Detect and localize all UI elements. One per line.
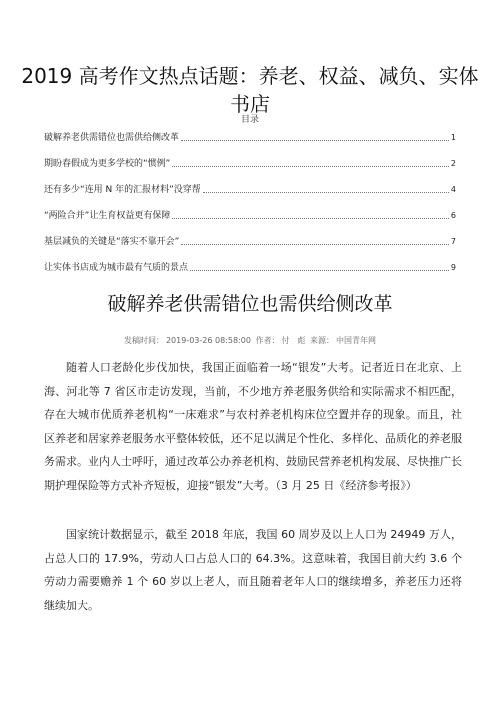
toc-entry-page: 9 (450, 263, 456, 272)
toc-entry-page: 6 (450, 211, 456, 220)
toc-entry-title: 破解养老供需错位也需供给侧改革 (44, 133, 180, 143)
toc-entry-title: 让实体书店成为城市最有气质的景点 (44, 263, 189, 273)
toc-entry-page: 2 (450, 159, 456, 168)
article-title: 破解养老供需错位也需供给侧改革 (107, 293, 393, 315)
toc-entry-page: 4 (450, 185, 456, 194)
article-paragraph: 国家统计数据显示，截至 2018 年底，我国 60 周岁及以上人口为 24949 万人，占总人口的 17.9%，劳动人口占总人口的 64.3%。这意味着，我国目前大约 3.6 个劳动力需要赡养 1 个 60 岁以上老人，而且随着老年人口的继续增多，养老压力还将继续加大。 (44, 528, 462, 612)
meta-author-label: 作者： (255, 336, 280, 345)
toc-entry[interactable] (44, 234, 456, 248)
toc-entry[interactable] (44, 260, 456, 274)
toc-entry[interactable] (44, 130, 456, 144)
toc-entry[interactable] (44, 208, 456, 222)
article-paragraph: 随着人口老龄化步伐加快，我国正面临着一场“银发”大考。记者近日在北京、上海、河北等 7 省区市走访发现，当前，不少地方养老服务供给和实际需求不相匹配，存在大城市优质养老机构“一床难求”与农村养老机构床位空置并存的现象。而且，社区养老和居家养老服务水平整体较低，还不足以满足个性化、多样化、品质化的养老服务需求。业内人士呼吁，通过改革公办养老机构、鼓励民营养老机构发展、尽快推广长期护理保险等方式补齐短板，迎接“银发”大考。（3 月 25 日《经济参考报》） (44, 361, 462, 492)
toc-entry-page: 7 (450, 237, 456, 246)
toc-entry-page: 1 (450, 133, 456, 142)
toc-entry-title: “两险合并”让生育权益更有保障 (44, 211, 171, 221)
toc-entry[interactable] (44, 182, 456, 196)
meta-author: 付 彪 (281, 336, 306, 345)
meta-date: 2019-03-26 08:58:00 (165, 336, 251, 345)
toc-entry[interactable] (44, 156, 456, 170)
toc-dot-leader (203, 191, 449, 193)
toc-dot-leader (190, 269, 449, 271)
meta-source: 中国青年网 (336, 336, 377, 345)
toc-dot-leader (181, 243, 449, 245)
meta-date-label: 发稿时间： (123, 336, 164, 345)
toc-dot-leader (172, 217, 449, 219)
document-title: 2019 高考作文热点话题：养老、权益、减负、实体书店 (21, 64, 479, 116)
toc-entry-title: 期盼春假成为更多学校的“惯例” (44, 159, 171, 169)
toc-dot-leader (172, 165, 449, 167)
toc-heading: 目录 (240, 115, 259, 125)
toc-entry-title: 还有多少“连用 N 年的汇报材料”没穿帮 (44, 185, 201, 195)
article-meta (0, 335, 500, 346)
meta-source-label: 来源： (310, 336, 335, 345)
toc-entry-title: 基层减负的关键是“落实不靠开会” (44, 237, 180, 247)
toc-dot-leader (181, 139, 449, 141)
